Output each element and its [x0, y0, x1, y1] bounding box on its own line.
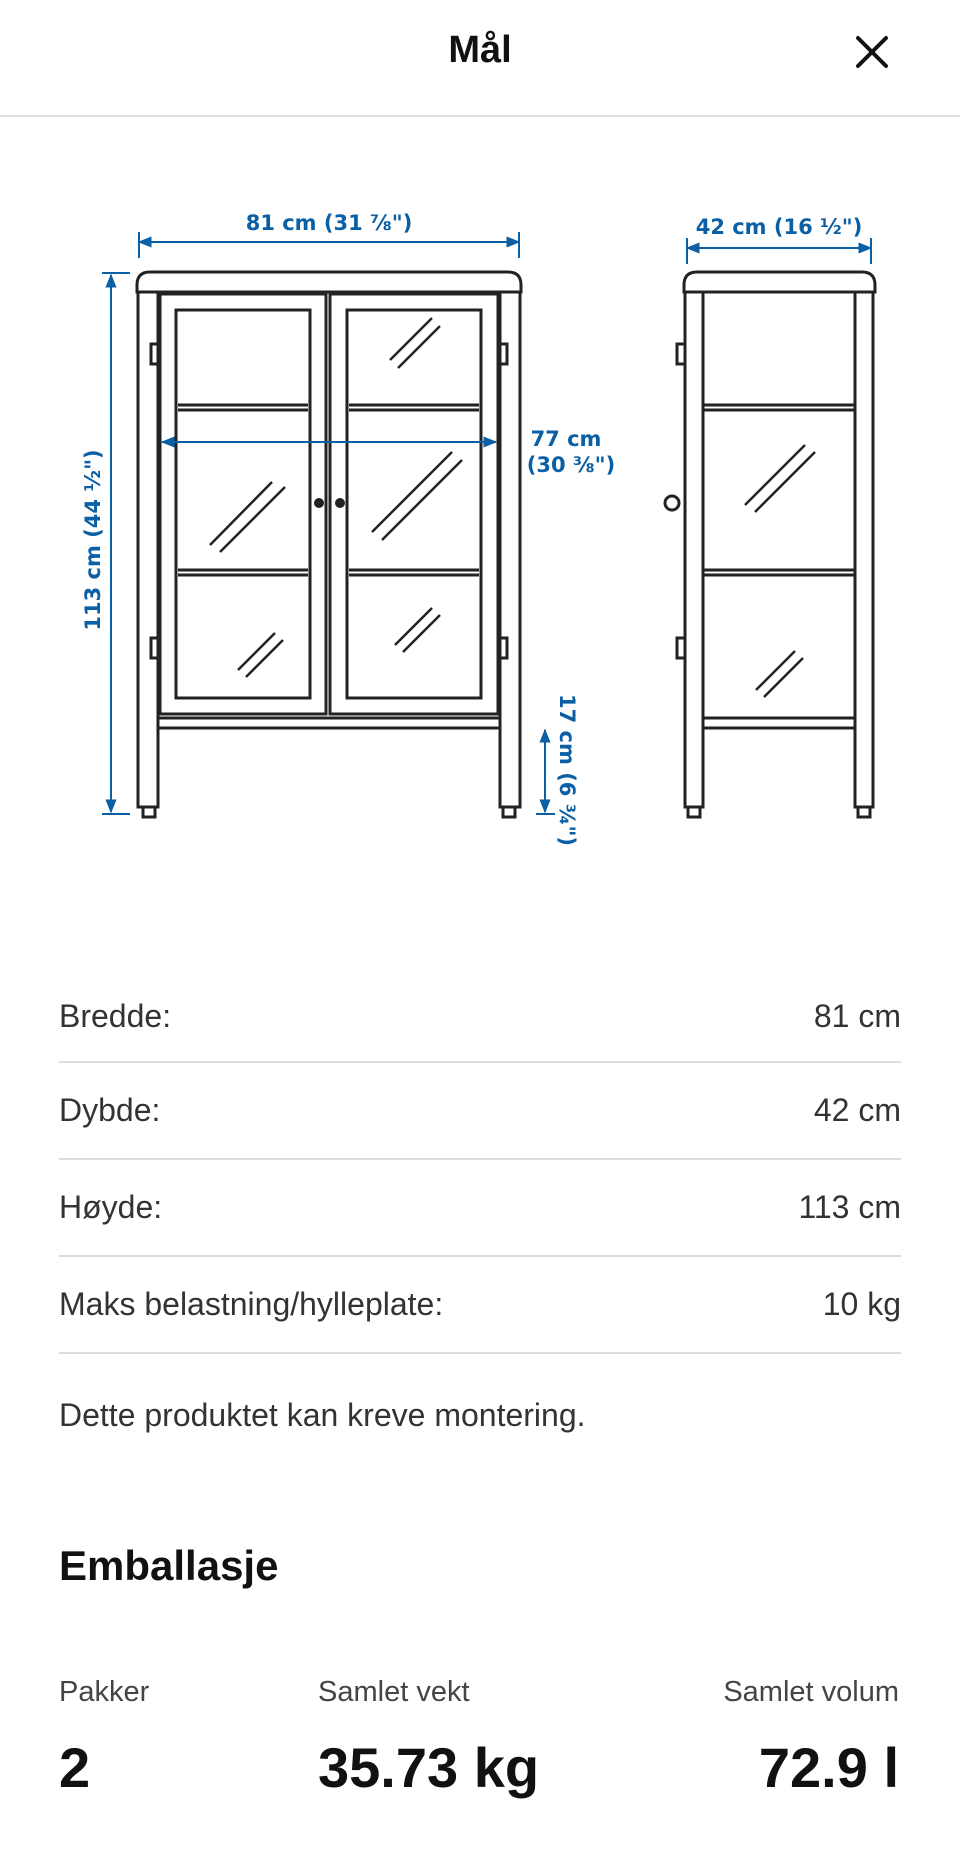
inner-width-label-line1: 77 cm	[530, 427, 602, 451]
packages-label: Pakker	[59, 1676, 150, 1708]
spec-label: Høyde:	[59, 1189, 163, 1225]
close-icon	[846, 26, 898, 78]
spec-label: Bredde:	[59, 997, 172, 1034]
page-title: Mål	[448, 29, 512, 71]
spec-label: Maks belastning/hylleplate:	[59, 1286, 444, 1322]
packages-block	[59, 1676, 149, 1800]
spec-value: 81 cm	[813, 997, 901, 1034]
volume-label: Samlet volum	[723, 1676, 899, 1708]
weight-value: 35.73 kg	[318, 1736, 540, 1799]
spec-row-max-load	[59, 1257, 901, 1354]
leg-height-dimension-label: 17 cm (6 ¾")	[555, 694, 579, 846]
volume-value: 72.9 l	[758, 1736, 899, 1799]
depth-dimension-label: 42 cm (16 ½")	[695, 215, 863, 239]
packaging-heading: Emballasje	[59, 1542, 279, 1589]
weight-label: Samlet vekt	[318, 1676, 470, 1708]
spec-value: 113 cm	[798, 1189, 901, 1225]
spec-row-depth	[59, 1063, 901, 1160]
header	[0, 0, 960, 117]
close-button[interactable]	[846, 26, 898, 78]
packages-value: 2	[59, 1736, 91, 1799]
weight-block	[318, 1676, 539, 1800]
width-dimension-label: 81 cm (31 ⅞")	[245, 211, 413, 235]
assembly-note: Dette produktet kan kreve montering.	[59, 1397, 586, 1433]
spec-value: 42 cm	[813, 1092, 901, 1128]
spec-label: Dybde:	[59, 1092, 161, 1128]
dimensions-list	[59, 971, 901, 1354]
spec-value: 10 kg	[822, 1286, 901, 1322]
height-dimension-label: 113 cm (44 ½")	[81, 449, 105, 631]
inner-width-label-line2: (30 ⅜")	[526, 453, 616, 477]
dimension-drawing	[0, 200, 960, 860]
spec-row-width	[59, 971, 901, 1063]
side-view	[665, 272, 875, 817]
front-view	[137, 272, 521, 817]
volume-block	[723, 1676, 899, 1800]
spec-row-height	[59, 1160, 901, 1257]
